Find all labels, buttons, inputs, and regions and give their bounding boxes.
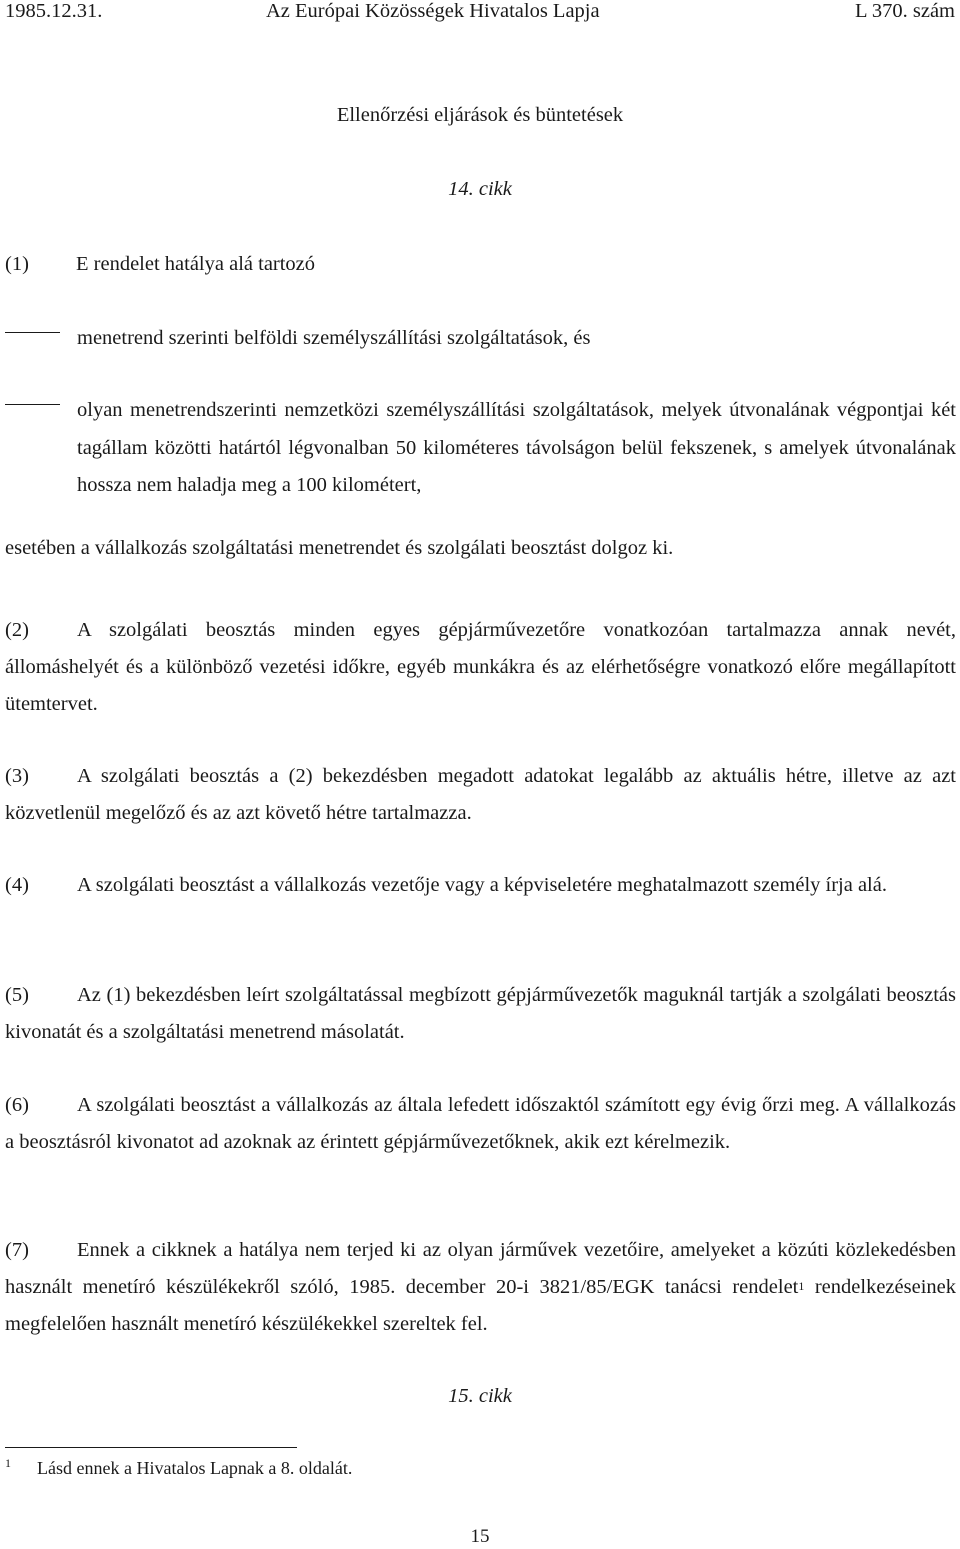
paragraph-text: A szolgálati beosztást a vállalkozás az általa lefedett időszaktól számított egy évig őrzi meg. A vállalkozás a beosztásról kivonatot ad azoknak az érintett gépjárművezetőknek, akik ezt kérelmezik. — [5, 1094, 956, 1153]
list-item — [5, 320, 956, 358]
list-item — [5, 392, 956, 505]
footnote-divider — [5, 1447, 297, 1448]
footnote-marker: 1 — [5, 1456, 11, 1470]
article-15-heading: 15. cikk — [448, 1385, 512, 1407]
paragraph-text-continued: rendelkezéseinek megfelelően használt menetíró készülékekkel szereltek fel. — [5, 1275, 956, 1335]
paragraph-4 — [5, 867, 956, 904]
list-item-text: olyan menetrendszerinti nemzetközi személyszállítási szolgáltatások, melyek útvonalának végpontjai két tagállam közötti határtól légvonalban 50 kilométeres távolságon belül fekszenek, s amelyek útvonalának hossza nem haladja meg a 100 kilométert, — [77, 399, 956, 496]
page-header — [5, 0, 955, 26]
article-14-heading: 14. cikk — [448, 178, 512, 200]
list-item-text: menetrend szerinti belföldi személyszállítási szolgáltatások, és — [77, 327, 591, 349]
paragraph-text: Ennek a cikknek a hatálya nem terjed ki az olyan járművek vezetőire, amelyeket a közúti közlekedésben használt menetíró készülékekről szóló, 1985. december 20-i 3821/85/EGK tanácsi rendelet — [5, 1239, 956, 1298]
paragraph-6 — [5, 1087, 956, 1161]
paragraph-number: (3) — [5, 765, 29, 787]
paragraph-text: A szolgálati beosztás a (2) bekezdésben megadott adatokat legalább az aktuális hétre, illetve az azt közvetlenül megelőző és az azt követő hétre tartalmazza. — [5, 765, 956, 824]
dash-bullet — [5, 404, 60, 405]
footnote-text: Lásd ennek a Hivatalos Lapnak a 8. oldalát. — [37, 1458, 353, 1478]
header-issue-number: L 370. szám — [854, 0, 955, 22]
footnote — [5, 1458, 352, 1479]
paragraph-number: (5) — [5, 984, 29, 1006]
paragraph-text: A szolgálati beosztást a vállalkozás vezetője vagy a képviseletére meghatalmazott személy írja alá. — [77, 874, 887, 896]
paragraph-1-intro — [5, 253, 956, 276]
paragraph-7 — [5, 1232, 956, 1342]
paragraph-text: E rendelet hatálya alá tartozó — [76, 253, 316, 275]
dash-bullet — [5, 332, 60, 333]
page-number: 15 — [470, 1526, 490, 1547]
header-date: 1985.12.31. — [5, 0, 103, 22]
paragraph-1-closing: esetében a vállalkozás szolgáltatási menetrendet és szolgálati beosztást dolgoz ki. — [5, 537, 674, 559]
section-title: Ellenőrzési eljárások és büntetések — [336, 104, 624, 126]
paragraph-number: (4) — [5, 874, 29, 896]
paragraph-text: Az (1) bekezdésben leírt szolgáltatással megbízott gépjárművezetők maguknál tartják a szolgálati beosztás kivonatát és a szolgáltatási menetrend másolatát. — [5, 984, 956, 1043]
header-journal-title: Az Európai Közösségek Hivatalos Lapja — [266, 0, 600, 22]
paragraph-2 — [5, 612, 956, 722]
paragraph-number: (2) — [5, 619, 29, 641]
paragraph-text: A szolgálati beosztás minden egyes gépjárművezetőre vonatkozóan tartalmazza annak nevét, állomáshelyét és a különböző vezetési időkre, egyéb munkákra és az elérhetőségre vonatkozó előre megállapított ütemtervet. — [5, 619, 956, 715]
paragraph-number: (6) — [5, 1094, 29, 1116]
paragraph-number: (1) — [5, 253, 29, 275]
paragraph-5 — [5, 977, 956, 1051]
footnote-reference[interactable]: 1 — [798, 1278, 805, 1293]
paragraph-3 — [5, 758, 956, 832]
paragraph-number: (7) — [5, 1239, 29, 1261]
